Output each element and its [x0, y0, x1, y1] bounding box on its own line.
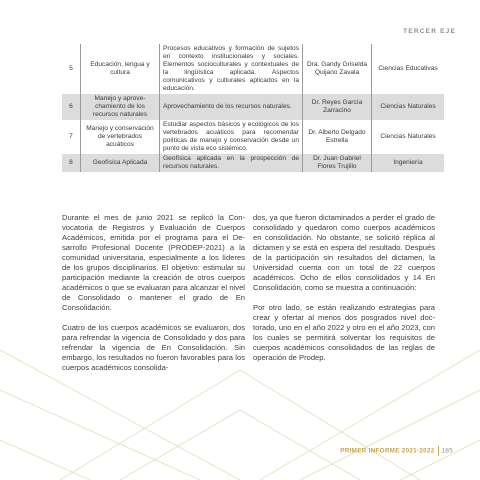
- field-cell: Ciencias Educativas: [378, 65, 438, 72]
- area-cell: Educación, lengua y cultura: [81, 44, 160, 94]
- leader-cell: Dra. Gandy Griselda Quijano Zavala: [303, 44, 372, 94]
- area-cell: Manejo y conservación de vertebrados acuáticos: [81, 120, 160, 154]
- table-row: [62, 94, 444, 120]
- leader-cell: Dr. Alberto Delgado Estrella: [303, 120, 372, 154]
- description-cell: Aprovechamiento de los recursos naturales.: [160, 94, 303, 120]
- row-number: 8: [62, 154, 81, 172]
- footer-divider: [438, 446, 439, 456]
- row-number: 7: [62, 120, 81, 154]
- row-number: 5: [62, 44, 81, 94]
- academic-bodies-table: [62, 44, 444, 172]
- area-cell: Manejo y aprovechamiento de los recursos naturales: [81, 94, 160, 120]
- section-label: TERCER EJE: [403, 28, 456, 35]
- field-cell: Ciencias Naturales: [372, 94, 445, 120]
- table-row: [62, 44, 444, 94]
- report-title: PRIMER INFORME 2021-2022: [340, 447, 435, 455]
- table-row: [62, 154, 444, 172]
- page-number: 185: [441, 447, 453, 455]
- leader-cell: Dr. Juan Gabriel Flores Trujillo: [303, 154, 372, 172]
- decorative-lines: [0, 330, 480, 480]
- table-row: [62, 120, 444, 154]
- page-footer: [340, 446, 453, 456]
- area-cell: Geofísica Aplicada: [81, 154, 160, 172]
- row-number: 6: [62, 94, 81, 120]
- field-cell: Ingeniería: [372, 154, 445, 172]
- paragraph: dos, ya que fueron dictaminados a perder el grado de consolidado y quedaron como cuerpos académicos en consolidación. No obstante, se solicitó réplica al dictamen y se está en espera del resultado. Después de la participación sin resultados del dictamen, la Universidad cuenta con un total de 22 cuerpos académicos. Ocho de ellos consolidados y 14 En Consolidación, como se muestra a continuación:: [253, 213, 435, 293]
- paragraph: Durante el mes de junio 2021 se replicó la Convocatoria de Registros y Evaluación de Cuerpos Académicos, emitida por el programa para el Desarrollo Profesional Docente (PRODEP-2021) a la comunidad universitaria, especialmente a los líderes de los grupos disciplinarios. El objetivo: estimular su participación mediante la creación de otros cuerpos académicos o que se evaluaran para alcanzar el nivel de Consolidado o mantener el grado de En Consolidación.: [62, 213, 245, 313]
- paragraph: Por otro lado, se están realizando estrategias para crear y ofertar al menos dos posgrados nivel doctorado, uno en el año 2022 y otro en el año 2023, con los cuales se permitirá solventar los requisitos de cuerpos académicos consolidados de las reglas de operación de Prodep.: [253, 302, 435, 363]
- description-cell: Estudiar aspectos básicos y ecológicos de los vertebrados acuáticos para recomendar políticas de manejo y conservación desde un punto de vista eco sistémico.: [160, 120, 303, 154]
- paragraph: Cuatro de los cuerpos académicos se evaluaron, dos para refrendar la vigencia de Consolidado y dos para refrendar la vigencia de En Consolidación. Sin embargo, los resultados no fueron favorables para los cuerpos académicos consolida-: [62, 322, 245, 373]
- description-cell: Geofísica aplicada en la prospección de recursos naturales.: [160, 154, 303, 172]
- leader-cell: Dr. Reyes García Zarracino: [303, 94, 372, 120]
- field-cell: Ciencias Naturales: [380, 133, 436, 140]
- description-cell: Procesos educativos y formación de sujetos en contexto institucionales y sociales. Elementos socioculturales y contextuales de la lingüística aplicada. Aspectos comunicativos y culturales aplicados en la educación.: [160, 44, 303, 94]
